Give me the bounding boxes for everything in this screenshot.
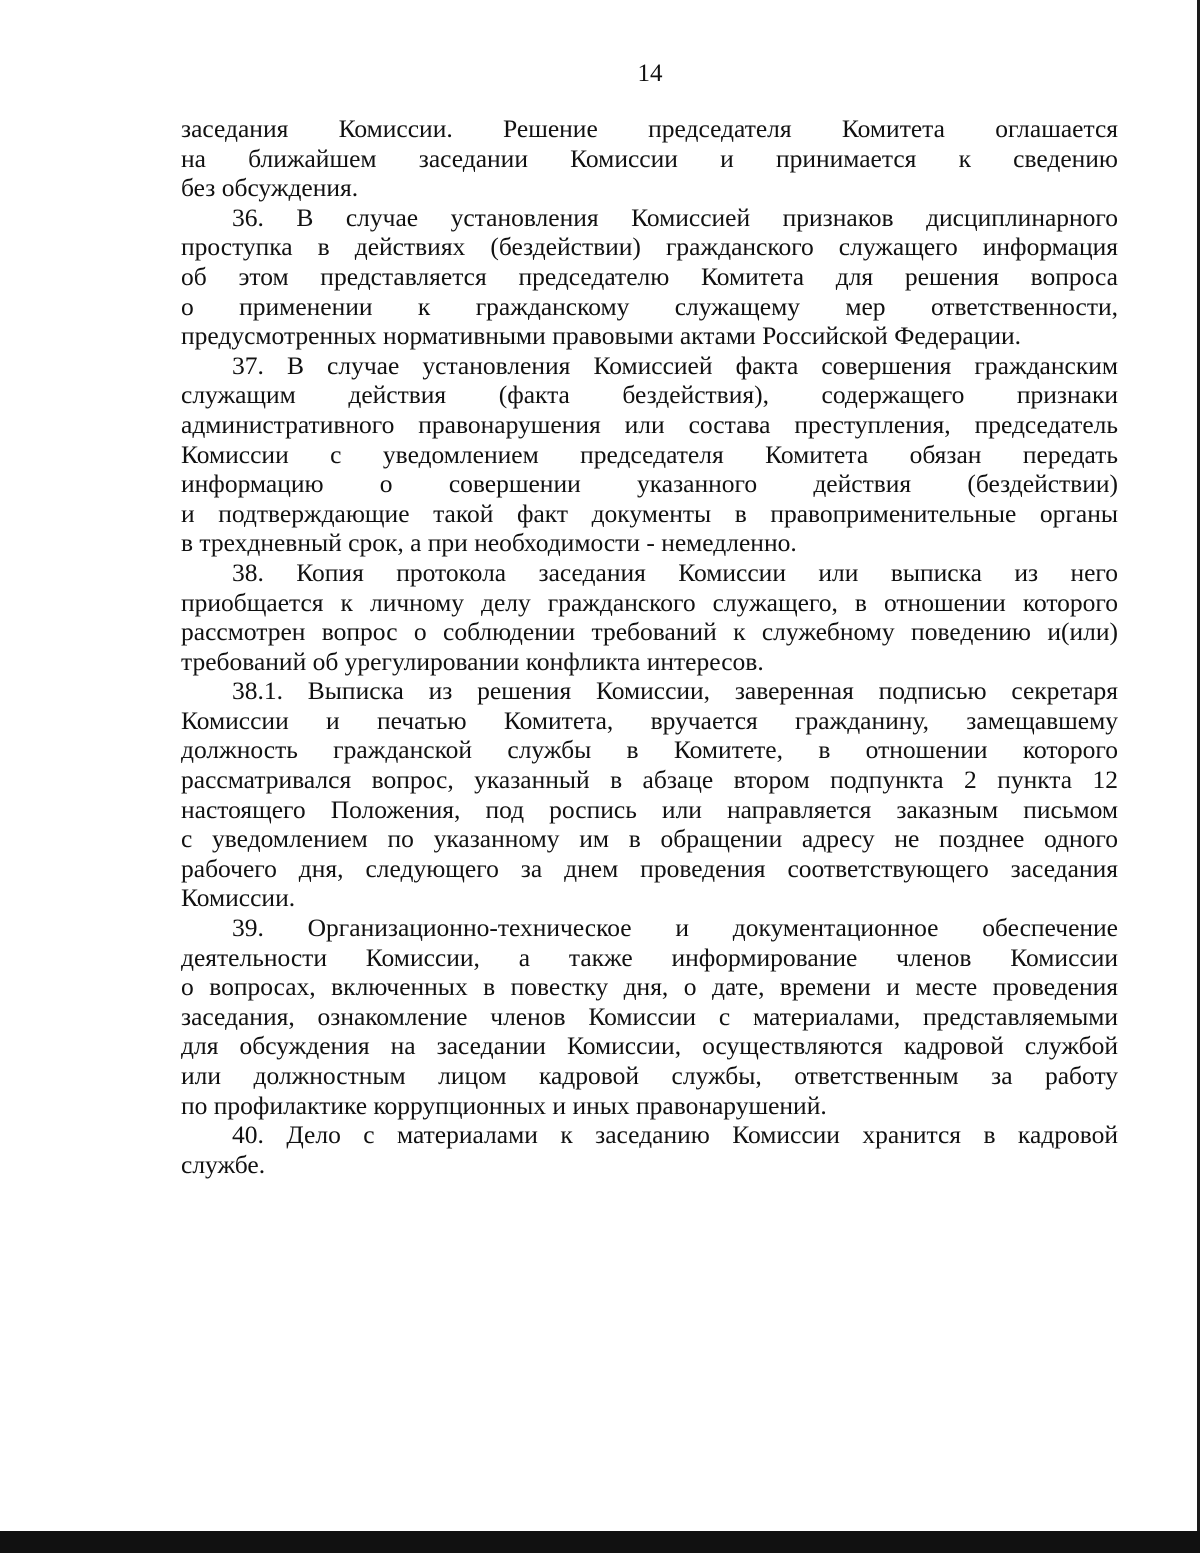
text-line: настоящего Положения, под роспись или направляется заказным письмом [181,794,1118,824]
text-line: 40. Дело с материалами к заседанию Комиссии хранится в кадровой [232,1120,1118,1150]
text-line: административного правонарушения или состава преступления, председатель [181,409,1118,439]
text-line: без обсуждения. [181,173,359,203]
text-line: 36. В случае установления Комиссией признаков дисциплинарного [232,202,1118,232]
text-line: рассматривался вопрос, указанный в абзаце втором подпункта 2 пункта 12 [181,765,1118,795]
text-line: должность гражданской службы в Комитете, в отношении которого [181,735,1118,765]
text-line: Комиссии и печатью Комитета, вручается гражданину, замещавшему [181,705,1118,735]
text-line: об этом представляется председателю Комитета для решения вопроса [181,261,1118,291]
document-body [181,114,1118,1179]
text-line: или должностным лицом кадровой службы, ответственным за работу [181,1061,1118,1090]
text-line: Комиссии с уведомлением председателя Комитета обязан передать [181,439,1118,469]
text-line: требований об урегулировании конфликта интересов. [181,646,764,676]
text-line: на ближайшем заседании Комиссии и принимается к сведению [181,143,1118,173]
scan-edge-bottom [0,1531,1200,1553]
text-line: 38.1. Выписка из решения Комиссии, заверенная подписью секретаря [232,676,1118,706]
text-line: проступка в действиях (бездействии) гражданского служащего информация [181,232,1118,262]
text-line: приобщается к личному делу гражданского служащего, в отношении которого [181,587,1118,617]
text-line: служащим действия (факта бездействия), содержащего признаки [181,380,1118,410]
text-line: в трехдневный срок, а при необходимости - немедленно. [181,528,797,558]
text-line: информацию о совершении указанного действия (бездействии) [181,469,1118,499]
text-line: заседания Комиссии. Решение председателя Комитета оглашается [181,114,1118,143]
page-number: 14 [637,60,663,87]
text-line: Комиссии. [181,883,296,913]
text-line: заседания, ознакомление членов Комиссии с материалами, представляемыми [181,1001,1118,1031]
text-line: по профилактике коррупционных и иных правонарушений. [181,1090,827,1120]
text-line: с уведомлением по указанному им в обращении адресу не позднее одного [181,824,1118,854]
text-line: 37. В случае установления Комиссией факта совершения гражданским [232,350,1118,380]
text-line: о вопросах, включенных в повестку дня, о дате, времени и месте проведения [181,972,1118,1002]
text-line: о применении к гражданскому служащему мер ответственности, [181,291,1118,321]
text-line: предусмотренных нормативными правовыми актами Российской Федерации. [181,321,1022,351]
text-line: деятельности Комиссии, а также информирование членов Комиссии [181,942,1118,972]
text-line: и подтверждающие такой факт документы в правоприменительные органы [181,498,1118,528]
text-line: рабочего дня, следующего за днем проведения соответствующего заседания [181,853,1118,883]
text-line: для обсуждения на заседании Комиссии, осуществляются кадровой службой [181,1031,1118,1061]
text-line: рассмотрен вопрос о соблюдении требований к служебному поведению и(или) [181,617,1118,647]
text-line: службе. [181,1149,266,1179]
text-line: 38. Копия протокола заседания Комиссии или выписка из него [232,557,1118,587]
text-line: 39. Организационно-техническое и документационное обеспечение [232,913,1118,943]
